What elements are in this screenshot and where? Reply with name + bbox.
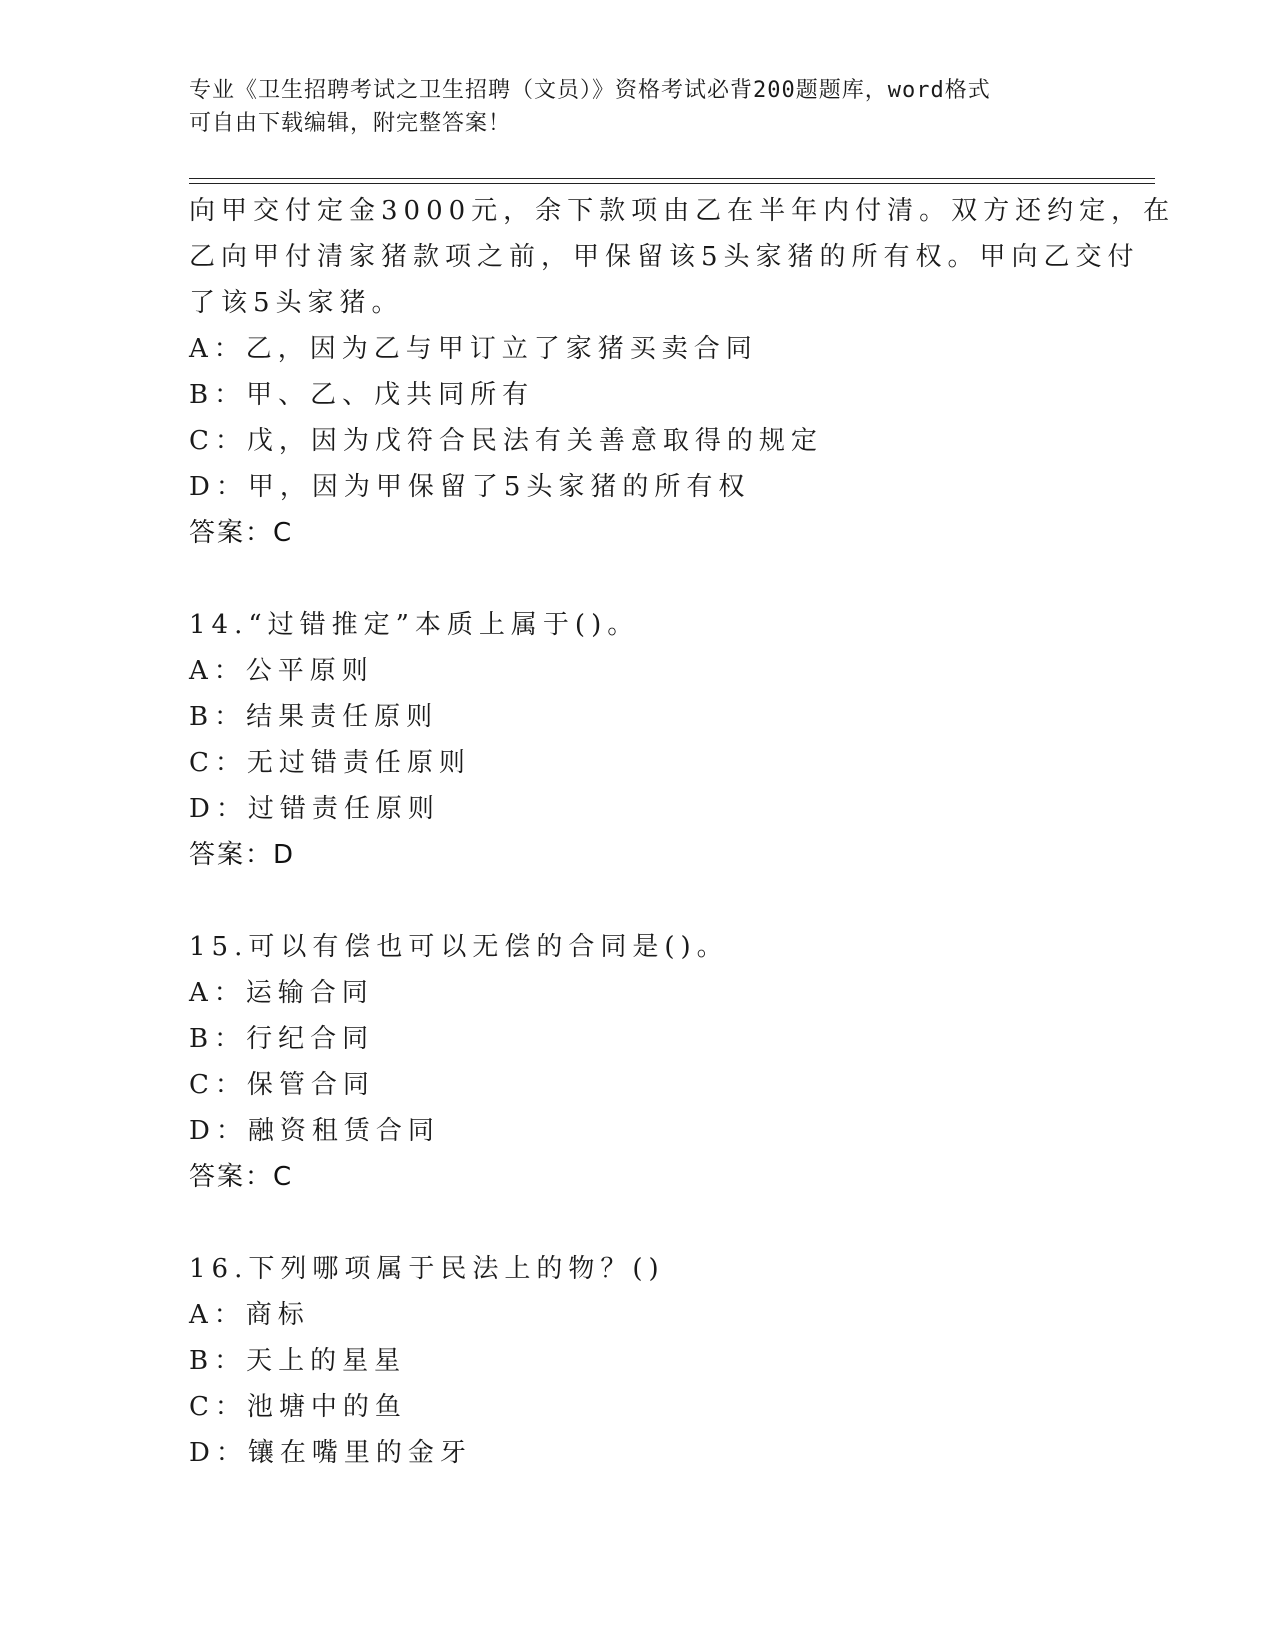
option-c: C：戊，因为戊符合民法有关善意取得的规定 xyxy=(189,426,823,456)
question-stem-line: 向甲交付定金3000元，余下款项由乙在半年内付清。双方还约定，在 xyxy=(189,196,1176,226)
option-d: D：甲，因为甲保留了5头家猪的所有权 xyxy=(189,472,751,502)
question-15 xyxy=(189,924,1089,1200)
option-c: C：池塘中的鱼 xyxy=(189,1392,407,1422)
question-stem: 16.下列哪项属于民法上的物？() xyxy=(189,1254,665,1284)
question-16 xyxy=(189,1246,1089,1476)
question-14 xyxy=(189,602,1089,878)
document-header xyxy=(189,74,1069,140)
option-b: B：甲、乙、戊共同所有 xyxy=(189,380,535,410)
option-d: D：镶在嘴里的金牙 xyxy=(189,1438,472,1468)
spacer xyxy=(189,878,1089,924)
header-line-2: 可自由下载编辑，附完整答案！ xyxy=(189,111,512,136)
header-rule-bottom xyxy=(189,183,1155,184)
spacer xyxy=(189,1200,1089,1246)
option-a: A：运输合同 xyxy=(189,978,374,1008)
option-a: A：乙，因为乙与甲订立了家猪买卖合同 xyxy=(189,334,758,364)
question-stem-line: 乙向甲付清家猪款项之前，甲保留该5头家猪的所有权。甲向乙交付 xyxy=(189,242,1140,272)
option-c: C：无过错责任原则 xyxy=(189,748,471,778)
question-13 xyxy=(189,188,1176,556)
option-a: A：商标 xyxy=(189,1300,310,1330)
option-b: B：结果责任原则 xyxy=(189,702,439,732)
question-stem-line: 了该5头家猪。 xyxy=(189,288,404,318)
question-stem: 15.可以有偿也可以无偿的合同是()。 xyxy=(189,932,729,962)
option-d: D：融资租赁合同 xyxy=(189,1116,440,1146)
option-c: C：保管合同 xyxy=(189,1070,375,1100)
option-b: B：行纪合同 xyxy=(189,1024,375,1054)
header-line-1: 专业《卫生招聘考试之卫生招聘（文员）》资格考试必背200题题库，word格式 xyxy=(189,78,991,103)
question-content xyxy=(189,188,1176,1476)
option-d: D：过错责任原则 xyxy=(189,794,440,824)
answer-line: 答案：C xyxy=(189,518,294,548)
answer-line: 答案：D xyxy=(189,840,296,870)
option-a: A：公平原则 xyxy=(189,656,374,686)
spacer xyxy=(189,556,1089,602)
header-rule-top xyxy=(189,178,1155,179)
option-b: B：天上的星星 xyxy=(189,1346,407,1376)
question-stem: 14.“过错推定”本质上属于()。 xyxy=(189,610,640,640)
answer-line: 答案：C xyxy=(189,1162,294,1192)
